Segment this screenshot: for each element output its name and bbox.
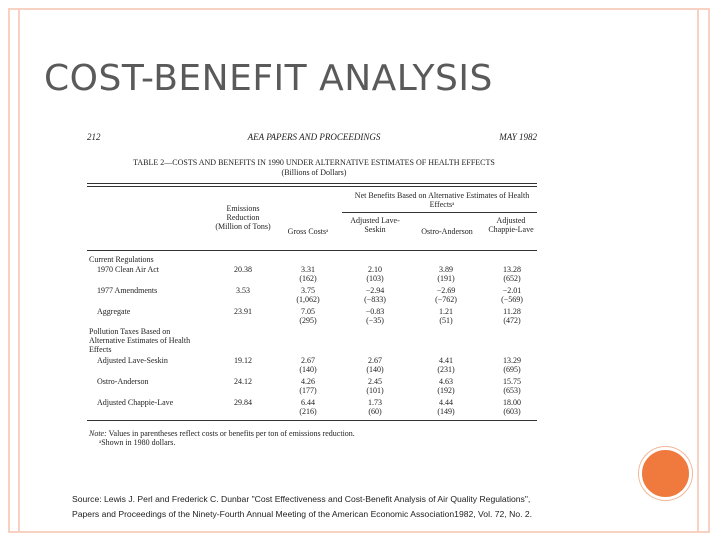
cell-ostro: 3.89: [439, 265, 453, 274]
cell-lave: 2.45: [368, 377, 382, 386]
cell-chappie: 13.29: [503, 356, 521, 365]
net-benefits-rule: [342, 212, 537, 213]
cell-lave: 2.10: [368, 265, 382, 274]
cell-gross: 3.31: [301, 265, 315, 274]
cell-ostro-per-ton: (231): [437, 365, 455, 374]
cell-emissions: 19.12: [234, 356, 252, 365]
page-number: 212: [87, 132, 101, 142]
cell-ostro: 1.21: [439, 307, 453, 316]
cell-lave-per-ton: (−35): [366, 316, 384, 325]
journal-header: AEA PAPERS AND PROCEEDINGS: [247, 132, 381, 142]
row-label: Aggregate: [97, 307, 131, 316]
table-footnote: ᵃShown in 1980 dollars.: [99, 438, 176, 447]
cell-emissions: 3.53: [236, 286, 250, 295]
cell-chappie-per-ton: (653): [503, 386, 521, 395]
row-label: Adjusted Lave-Seskin: [97, 356, 168, 365]
table-title: TABLE 2—COSTS AND BENEFITS IN 1990 UNDER ALTERNATIVE ESTIMATES OF HEALTH EFFECTS: [133, 158, 495, 167]
table-note: [89, 429, 355, 438]
cell-gross-per-ton: (1,062): [296, 295, 320, 304]
col-lave-seskin: Adjusted Lave-Seskin: [350, 216, 400, 234]
cell-gross-per-ton: (140): [299, 365, 317, 374]
cell-emissions: 23.91: [234, 307, 252, 316]
cell-gross: 6.44: [301, 398, 315, 407]
source-line-1: Source: Lewis J. Perl and Frederick C. Dunbar "Cost Effectiveness and Cost-Benefit Analysis of Air Quality Regulations",: [72, 494, 531, 504]
journal-date: MAY 1982: [499, 132, 537, 142]
cell-gross: 2.67: [301, 356, 315, 365]
cell-ostro-per-ton: (192): [437, 386, 455, 395]
cell-gross-per-ton: (216): [299, 407, 317, 416]
cell-gross: 3.75: [301, 286, 315, 295]
cell-gross: 7.05: [301, 307, 315, 316]
source-line-2: Papers and Proceedings of the Ninety-Fourth Annual Meeting of the American Economic Association1982, Vol. 72, No. 2.: [72, 509, 533, 519]
cell-lave: 1.73: [368, 398, 382, 407]
cell-chappie: 11.28: [503, 307, 521, 316]
cell-gross: 4.26: [301, 377, 315, 386]
cell-lave-per-ton: (60): [368, 407, 382, 416]
cell-emissions: 29.84: [234, 398, 252, 407]
cell-chappie-per-ton: (603): [503, 407, 521, 416]
col-ostro-anderson: Ostro-Anderson: [421, 227, 473, 236]
cell-emissions: 20.38: [234, 265, 252, 274]
section-pollution-taxes: Pollution Taxes Based on Alternative Estimates of Health Effects: [89, 327, 191, 354]
cell-ostro: 4.63: [439, 377, 453, 386]
cell-chappie: −2.01: [502, 286, 522, 295]
rule-header-bottom: [87, 250, 537, 251]
cell-ostro: −2.69: [436, 286, 456, 295]
col-chappie-lave: Adjusted Chappie-Lave: [488, 216, 534, 234]
col-gross-costs: Gross Costsᵃ: [287, 227, 329, 236]
cell-ostro: 4.41: [439, 356, 453, 365]
cell-chappie: 18.00: [503, 398, 521, 407]
cell-gross-per-ton: (295): [299, 316, 317, 325]
cell-lave: −0.83: [365, 307, 385, 316]
note-text: Values in parentheses reflect costs or benefits per ton of emissions reduction.: [108, 429, 355, 438]
cell-lave-per-ton: (103): [366, 274, 384, 283]
cell-ostro: 4.44: [439, 398, 453, 407]
row-label: Adjusted Chappie-Lave: [97, 398, 174, 407]
cell-ostro-per-ton: (−762): [435, 295, 457, 304]
cell-emissions: 24.12: [234, 377, 252, 386]
col-emissions: Emissions Reduction (Million of Tons): [215, 204, 271, 231]
section-current-regulations: Current Regulations: [89, 255, 154, 264]
rule-top: [87, 183, 537, 184]
frame-line-right: [697, 8, 699, 533]
row-label: 1970 Clean Air Act: [97, 265, 159, 274]
cell-ostro-per-ton: (51): [439, 316, 453, 325]
row-label: Ostro-Anderson: [97, 377, 149, 386]
cell-lave-per-ton: (−833): [364, 295, 386, 304]
cell-ostro-per-ton: (191): [437, 274, 455, 283]
cell-lave-per-ton: (101): [366, 386, 384, 395]
cell-chappie: 15.75: [503, 377, 521, 386]
cell-lave: 2.67: [368, 356, 382, 365]
scanned-table-document: [87, 130, 541, 462]
cell-gross-per-ton: (162): [299, 274, 317, 283]
source-citation: [72, 492, 652, 522]
cell-chappie-per-ton: (472): [503, 316, 521, 325]
cell-chappie: 13.28: [503, 265, 521, 274]
row-label: 1977 Amendments: [97, 286, 158, 295]
cell-lave-per-ton: (140): [366, 365, 384, 374]
table-subtitle: (Billions of Dollars): [281, 168, 347, 177]
cell-lave: −2.94: [365, 286, 385, 295]
cell-chappie-per-ton: (695): [503, 365, 521, 374]
net-benefits-header: Net Benefits Based on Alternative Estimates of Health Effectsᵃ: [354, 191, 530, 209]
rule-top-2: [87, 186, 537, 187]
slide-title: COST-BENEFIT ANALYSIS: [44, 58, 493, 99]
cell-chappie-per-ton: (652): [503, 274, 521, 283]
cell-chappie-per-ton: (−569): [501, 295, 523, 304]
frame-line-left: [18, 8, 20, 533]
note-label: Note:: [89, 429, 107, 438]
rule-table-bottom: [87, 420, 537, 421]
cell-gross-per-ton: (177): [299, 386, 317, 395]
cell-ostro-per-ton: (149): [437, 407, 455, 416]
